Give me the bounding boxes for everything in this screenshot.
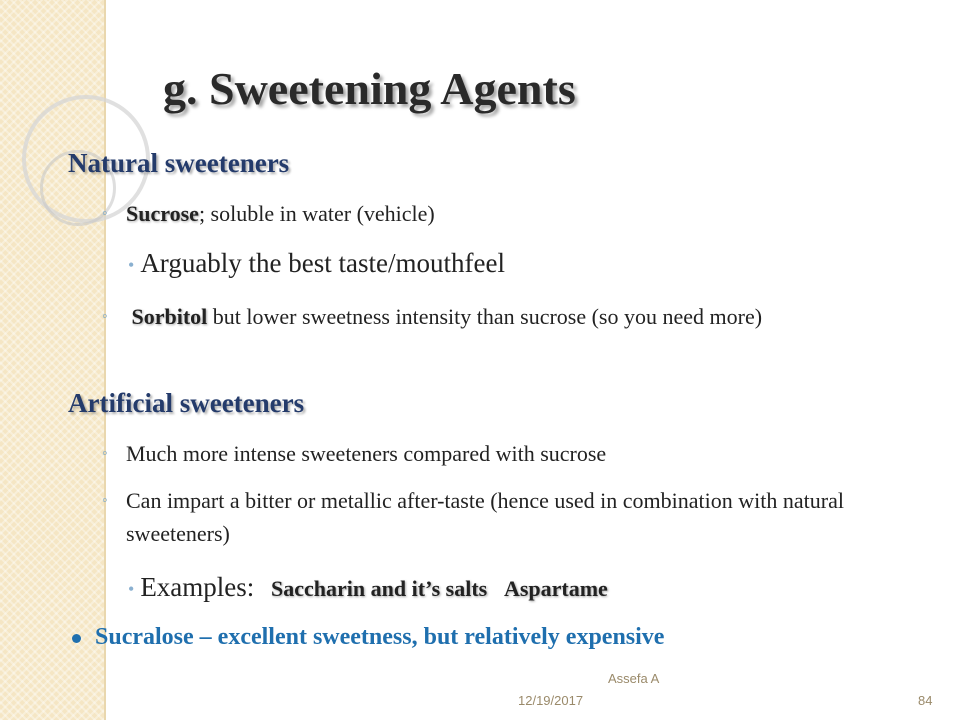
sorbitol-text: but lower sweetness intensity than sucrose (so you need more) [207, 304, 763, 329]
sucrose-term: Sucrose [126, 201, 199, 226]
sorbitol-term: Sorbitol [131, 304, 208, 329]
footer-page-number: 84 [918, 693, 933, 708]
hollow-circle-bullet-icon: ◦ [102, 492, 108, 509]
examples-saccharin: Saccharin and it’s salts [271, 576, 488, 601]
hollow-circle-bullet-icon: ◦ [102, 308, 108, 325]
sucrose-bullet [102, 197, 882, 230]
aftertaste-bullet [102, 484, 882, 550]
sucrose-text: ; soluble in water (vehicle) [198, 201, 435, 226]
natural-sweeteners-heading: Natural sweeteners [68, 148, 290, 178]
examples-subbullet [128, 572, 608, 603]
small-dot-bullet-icon: • [128, 579, 135, 600]
taste-text: Arguably the best taste/mouthfeel [140, 248, 505, 278]
small-dot-bullet-icon: • [128, 255, 135, 276]
taste-subbullet [128, 248, 505, 279]
hollow-circle-bullet-icon: ◦ [102, 205, 108, 222]
slide-title: g. Sweetening Agents [163, 63, 576, 114]
hollow-circle-bullet-icon: ◦ [102, 445, 108, 462]
footer-date: 12/19/2017 [518, 693, 584, 708]
sorbitol-bullet [102, 300, 882, 333]
intense-text: Much more intense sweeteners compared with sucrose [126, 441, 607, 466]
examples-label: Examples: [140, 572, 255, 602]
artificial-sweeteners-heading: Artificial sweeteners [68, 388, 305, 418]
examples-aspartame: Aspartame [503, 576, 608, 601]
footer-author: Assefa A [608, 671, 660, 686]
intense-bullet [102, 437, 882, 470]
sucralose-text: Sucralose – excellent sweetness, but relatively expensive [95, 624, 665, 650]
sucralose-bullet [72, 624, 664, 651]
aftertaste-text: Can impart a bitter or metallic after-taste (hence used in combination with natural sweeteners) [126, 488, 844, 546]
filled-circle-bullet-icon [72, 634, 81, 643]
